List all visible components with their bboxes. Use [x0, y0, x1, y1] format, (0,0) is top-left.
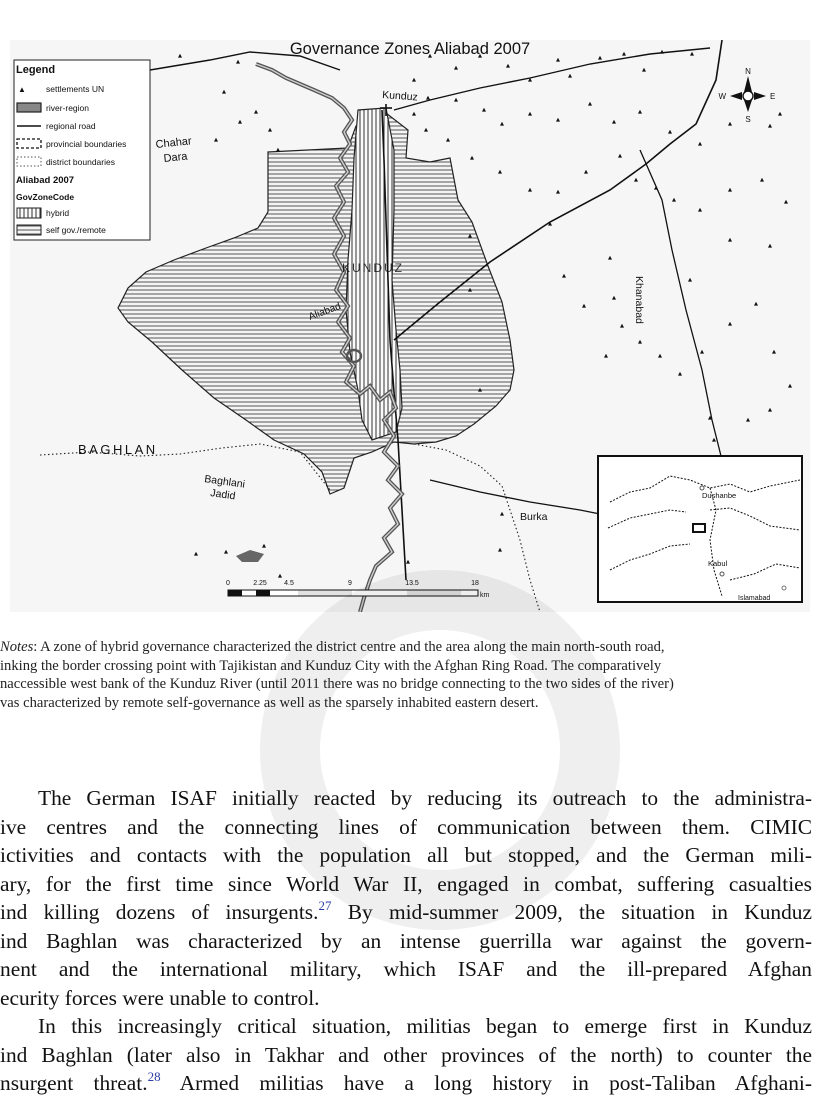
p1-line-3: ictivities and contacts with the population all but stopped, and the German mili- — [0, 843, 812, 867]
p2-line-1: In this increasingly critical situation, militias began to emerge first in Kunduz — [38, 1014, 812, 1038]
caption-line-1 — [0, 638, 812, 657]
inset-label-kabul: Kabul — [708, 559, 728, 568]
east-label: E — [770, 92, 776, 101]
label-baghlani: Baghlani — [203, 473, 246, 491]
footnote-ref-27[interactable]: 27 — [318, 898, 332, 913]
legend-heading: Legend — [16, 64, 56, 76]
north-label: N — [745, 67, 751, 76]
label-kunduz-city: Kunduz — [381, 89, 419, 104]
body-text — [0, 784, 812, 1098]
legend — [14, 60, 150, 240]
label-khanabad: Khanabad — [633, 276, 645, 324]
settlement-triangle-icon: ▲ — [18, 85, 26, 94]
scale-tick-5: 18 — [471, 580, 479, 587]
p1-line-5b: By mid-summer 2009, the situation in Kunduz — [331, 900, 812, 924]
p1-line-8: ecurity forces were unable to control. — [0, 985, 320, 1010]
p1-line-2: ive centres and the connecting lines of communication between them. CIMIC — [0, 814, 812, 839]
label-dara: Dara — [163, 150, 189, 165]
river-region-swatch-icon — [17, 103, 41, 112]
west-label: W — [718, 92, 726, 101]
self-gov-swatch-icon — [17, 225, 41, 235]
scale-unit: km — [480, 592, 490, 599]
scale-tick-0: 0 — [226, 580, 230, 587]
p1-line-4: ary, for the first time since World War II, engaged in combat, suffering casualties — [0, 871, 812, 896]
label-burka: Burka — [520, 511, 548, 523]
caption-notes-label: Notes — [0, 639, 34, 655]
legend-district-boundaries: district boundaries — [46, 157, 115, 167]
south-label: S — [745, 115, 751, 124]
scale-tick-2: 4.5 — [284, 580, 294, 587]
label-aliabad: Aliabad — [307, 301, 343, 323]
p1-line-6: ind Baghlan was characterized by an intense guerrilla war against the govern- — [0, 928, 812, 953]
p2-line-3 — [0, 1069, 812, 1098]
label-jadid: Jadid — [209, 487, 237, 503]
figure-caption — [0, 638, 812, 712]
p2-line-3a: nsurgent threat. — [0, 1071, 148, 1095]
scale-tick-4: 13.5 — [405, 580, 419, 587]
legend-subheading: Aliabad 2007 — [16, 175, 75, 186]
label-baghlan: BAGHLAN — [78, 442, 158, 457]
p2-line-2: ind Baghlan (later also in Takhar and other provinces of the north) to counter the — [0, 1042, 812, 1067]
label-chahar: Chahar — [155, 135, 193, 151]
caption-line-2: inking the border crossing point with Tajikistan and Kunduz City with the Afghan Ring Road. The comparatively — [0, 657, 662, 674]
p1-line-7: nent and the international military, which ISAF and the ill-prepared Afghan — [0, 957, 812, 981]
legend-settlements: settlements UN — [46, 84, 105, 94]
inset-label-dushanbe: Dushanbe — [702, 491, 737, 500]
inset-aliabad-location-icon — [693, 524, 705, 532]
legend-river-region: river-region — [46, 103, 89, 113]
p2-line-3b: Armed militias have a long history in post-Taliban Afghani- — [160, 1071, 812, 1095]
caption-line-1-text: : A zone of hybrid governance characterized the district centre and the area along the main north-south road, — [33, 639, 665, 655]
p1-line-5a: ind killing dozens of insurgents. — [0, 900, 319, 924]
scale-tick-1: 2.25 — [253, 580, 267, 587]
label-kunduz-province: KUNDUZ — [342, 261, 404, 275]
map-figure — [10, 40, 810, 612]
footnote-ref-28[interactable]: 28 — [147, 1069, 161, 1084]
inset-label-islamabad: Islamabad — [738, 595, 771, 602]
caption-line-4: vas characterized by remote self-governance as well as the sparsely inhabited eastern desert. — [0, 694, 539, 711]
governance-zones-map — [10, 40, 810, 612]
inset-map — [598, 456, 802, 602]
map-title: Governance Zones Aliabad 2007 — [289, 40, 531, 58]
legend-regional-road: regional road — [46, 121, 96, 131]
legend-provincial-boundaries: provincial boundaries — [46, 139, 127, 149]
p1-line-1: The German ISAF initially reacted by reducing its outreach to the administra- — [38, 786, 812, 810]
legend-zone-field: GovZoneCode — [16, 192, 75, 202]
hybrid-swatch-icon — [17, 208, 41, 218]
scale-tick-3: 9 — [348, 580, 352, 587]
legend-hybrid: hybrid — [46, 208, 70, 218]
caption-line-3: naccessible west bank of the Kunduz River (until 2011 there was no bridge connecting to the two sides of the river) — [0, 676, 674, 692]
p1-line-5 — [0, 898, 812, 927]
legend-self-gov: self gov./remote — [46, 225, 106, 235]
